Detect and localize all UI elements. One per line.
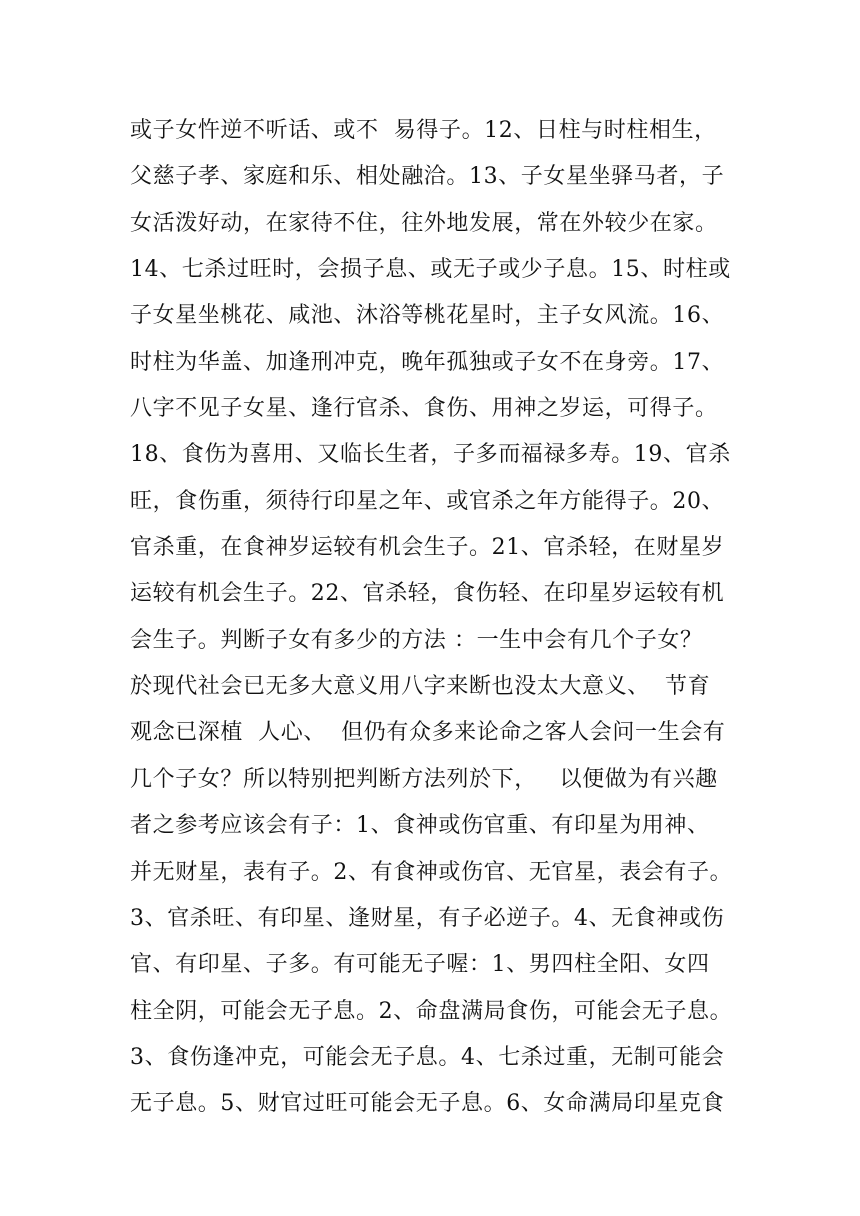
text-line: 女活泼好动，在家待不住，往外地发展，常在外较少在家。	[130, 210, 718, 236]
text-line: 官杀重，在食神岁运较有机会生子。21、官杀轻，在财星岁	[130, 535, 725, 561]
text-line: 者之参考应该会有子：1、食神或伤官重、有印星为用神、	[130, 813, 710, 839]
text-line: 八字不见子女星、逢行官杀、食伤、用神之岁运，可得子。	[130, 396, 718, 422]
text-line: 3、官杀旺、有印星、逢财星，有子必逆子。4、无食神或伤	[130, 905, 725, 931]
text-line: 父慈子孝、家庭和乐、相处融洽。13、子女星坐驿马者，子	[130, 164, 725, 190]
text-line: 并无财星，表有子。2、有食神或伤官、无官星，表会有子。	[130, 859, 733, 885]
text-line: 或子女忤逆不听话、或不 易得子。12、日柱与时柱相生，	[130, 118, 717, 143]
text-line: 几个子女？所以特别把判断方法列於下， 以便做为有兴趣	[130, 766, 718, 792]
text-line: 运较有机会生子。22、官杀轻，食伤轻、在印星岁运较有机	[130, 581, 725, 607]
text-line: 14、七杀过旺时，会损子息、或无子或少子息。15、时柱或	[130, 257, 731, 283]
text-line: 旺，食伤重，须待行印星之年、或官杀之年方能得子。20、	[130, 488, 725, 514]
text-line: 时柱为华盖、加逢刑冲克，晚年孤独或子女不在身旁。17、	[130, 349, 725, 375]
text-line: 3、食伤逢冲克，可能会无子息。4、七杀过重，无制可能会	[130, 1044, 725, 1070]
text-line: 官、有印星、子多。有可能无子喔：1、男四柱全阳、女四	[130, 952, 710, 978]
body-text	[130, 108, 734, 1128]
text-line: 观念已深植 人心、 但仍有众多来论命之客人会问一生会有	[130, 720, 726, 746]
text-line: 无子息。5、财官过旺可能会无子息。6、女命满局印星克食	[130, 1091, 725, 1117]
text-line: 会生子。判断子女有多少的方法 ：一生中会有几个子女？	[130, 627, 703, 653]
text-line: 柱全阴，可能会无子息。2、命盘满局食伤，可能会无子息。	[130, 998, 733, 1024]
text-line: 子女星坐桃花、咸池、沐浴等桃花星时，主子女风流。16、	[130, 303, 725, 329]
text-line: 18、食伤为喜用、又临长生者，子多而福禄多寿。19、官杀	[130, 442, 731, 468]
text-line: 於现代社会已无多大意义用八字来断也没太大意义、 节育	[130, 674, 711, 700]
